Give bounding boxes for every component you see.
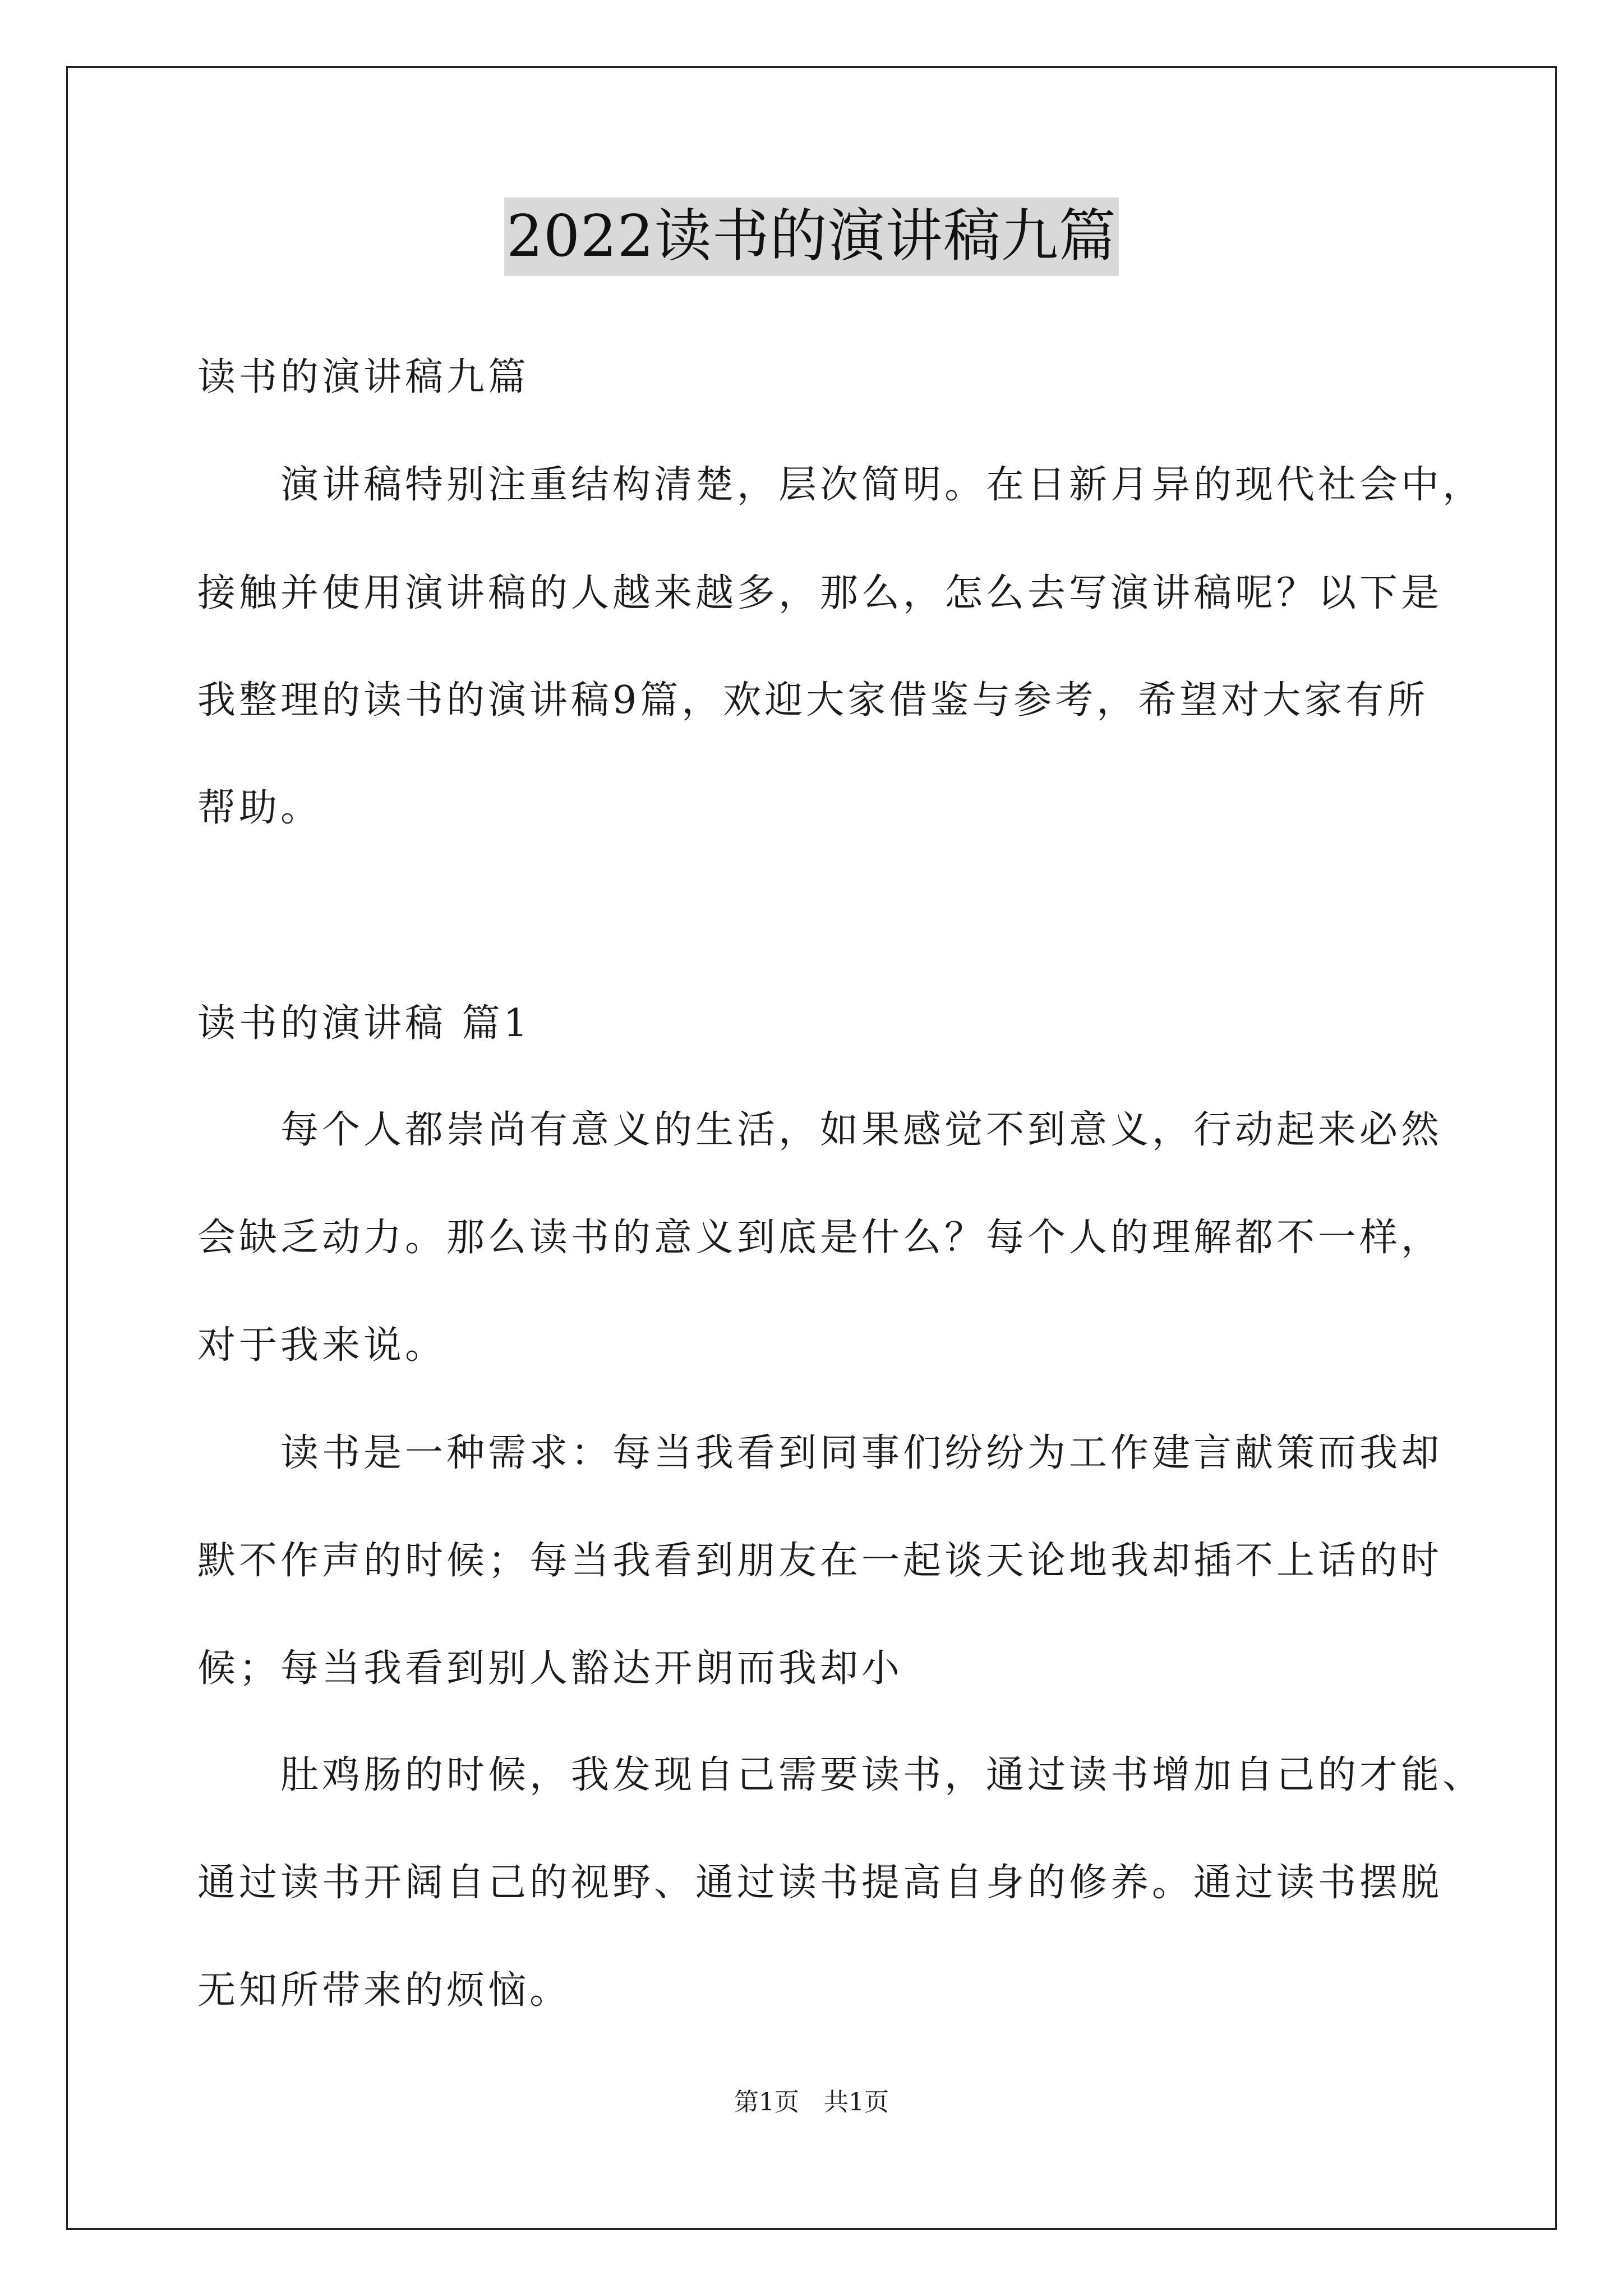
- intro-line-1: 演讲稿特别注重结构清楚，层次简明。在日新月异的现代社会中，: [280, 463, 1484, 507]
- para2-line-2: 默不作声的时候；每当我看到朋友在一起谈天论地我却插不上话的时: [197, 1539, 1443, 1583]
- para1-line-2: 会缺乏动力。那么读书的意义到底是什么？每个人的理解都不一样，: [197, 1216, 1443, 1260]
- para1-line-3: 对于我来说。: [197, 1323, 447, 1368]
- intro-line-4: 帮助。: [197, 786, 322, 830]
- document-subtitle: 读书的演讲稿九篇: [197, 355, 530, 399]
- para2-line-3: 候；每当我看到别人豁达开朗而我却小: [197, 1646, 903, 1691]
- document-title: 2022读书的演讲稿九篇: [504, 197, 1119, 276]
- title-container: [0, 197, 1623, 276]
- para1-line-1: 每个人都崇尚有意义的生活，如果感觉不到意义，行动起来必然: [280, 1108, 1443, 1152]
- intro-line-3: 我整理的读书的演讲稿9篇，欢迎大家借鉴与参考，希望对大家有所: [197, 678, 1429, 723]
- para3-line-3: 无知所带来的烦恼。: [197, 1968, 571, 2013]
- para3-line-1: 肚鸡肠的时候，我发现自己需要读书，通过读书增加自己的才能、: [280, 1753, 1484, 1797]
- para2-line-1: 读书是一种需求：每当我看到同事们纷纷为工作建言献策而我却: [280, 1431, 1443, 1475]
- section-heading: 读书的演讲稿 篇1: [197, 1001, 531, 1046]
- intro-line-2: 接触并使用演讲稿的人越来越多，那么，怎么去写演讲稿呢？以下是: [197, 571, 1443, 615]
- para3-line-2: 通过读书开阔自己的视野、通过读书提高自身的修养。通过读书摆脱: [197, 1861, 1443, 1905]
- page-footer: 第1页 共1页: [734, 2088, 889, 2116]
